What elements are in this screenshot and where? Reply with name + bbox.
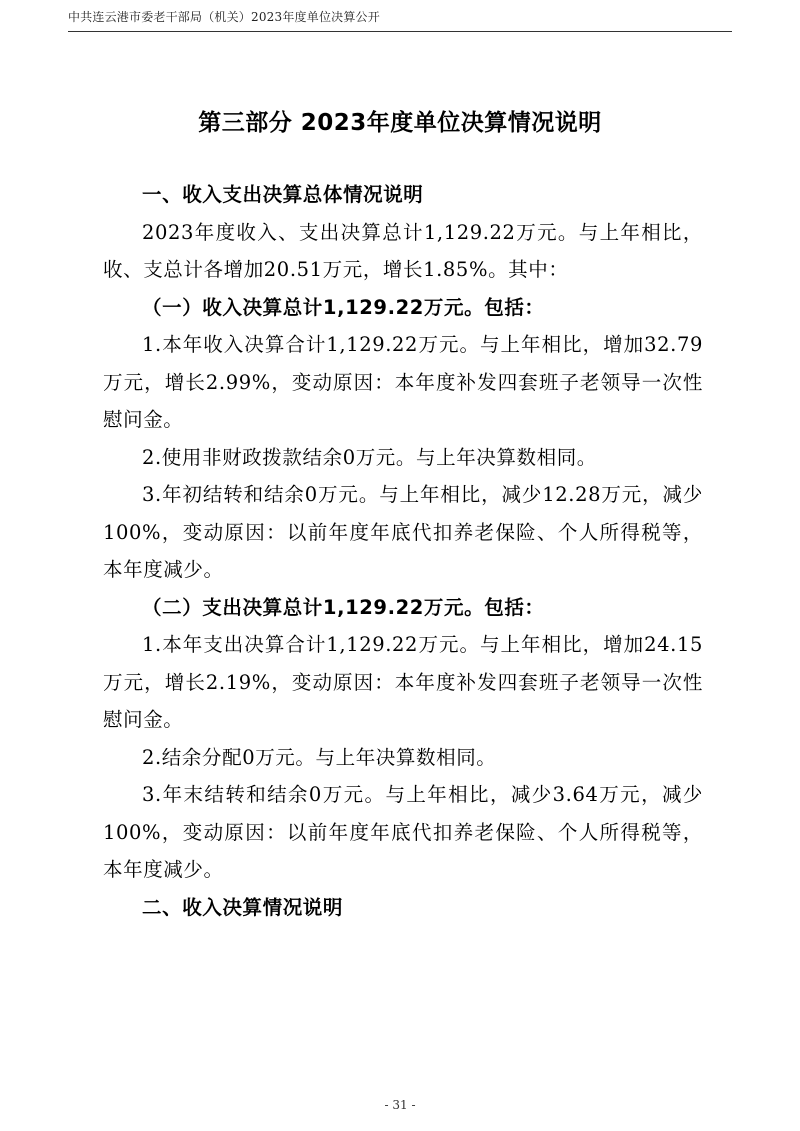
section-heading-2: 二、收入决算情况说明 <box>142 895 344 919</box>
paragraph-expense-2: 2.结余分配0万元。与上年决算数相同。 <box>142 745 497 769</box>
paragraph-income-1: 1.本年收入决算合计1,129.22万元。与上年相比，增加32.79万元，增长2.99%，变动原因：本年度补发四套班子老领导一次性慰问金。 <box>103 333 703 431</box>
document-body <box>103 176 703 926</box>
running-header: 中共连云港市委老干部局（机关）2023年度单位决算公开 <box>68 8 732 32</box>
page-number: - 31 - <box>384 1098 416 1112</box>
paragraph-expense-3: 3.年末结转和结余0万元。与上年相比，减少3.64万元，减少100%，变动原因：以前年度年底代扣养老保险、个人所得税等，本年度减少。 <box>103 783 703 881</box>
section-heading-1: 一、收入支出决算总体情况说明 <box>142 183 424 206</box>
subheading-income-total: （一）收入决算总计1,129.22万元。包括： <box>142 295 545 319</box>
paragraph-income-3: 3.年初结转和结余0万元。与上年相比，减少12.28万元，减少100%，变动原因：以前年度年底代扣养老保险、个人所得税等，本年度减少。 <box>103 483 703 581</box>
paragraph-overview: 2023年度收入、支出决算总计1,129.22万元。与上年相比，收、支总计各增加20.51万元，增长1.85%。其中： <box>103 220 703 281</box>
paragraph-income-2: 2.使用非财政拨款结余0万元。与上年决算数相同。 <box>142 445 597 469</box>
paragraph-expense-1: 1.本年支出决算合计1,129.22万元。与上年相比，增加24.15万元，增长2.19%，变动原因：本年度补发四套班子老领导一次性慰问金。 <box>103 633 703 731</box>
page-title: 第三部分 2023年度单位决算情况说明 <box>198 110 602 136</box>
subheading-expense-total: （二）支出决算总计1,129.22万元。包括： <box>142 595 545 619</box>
